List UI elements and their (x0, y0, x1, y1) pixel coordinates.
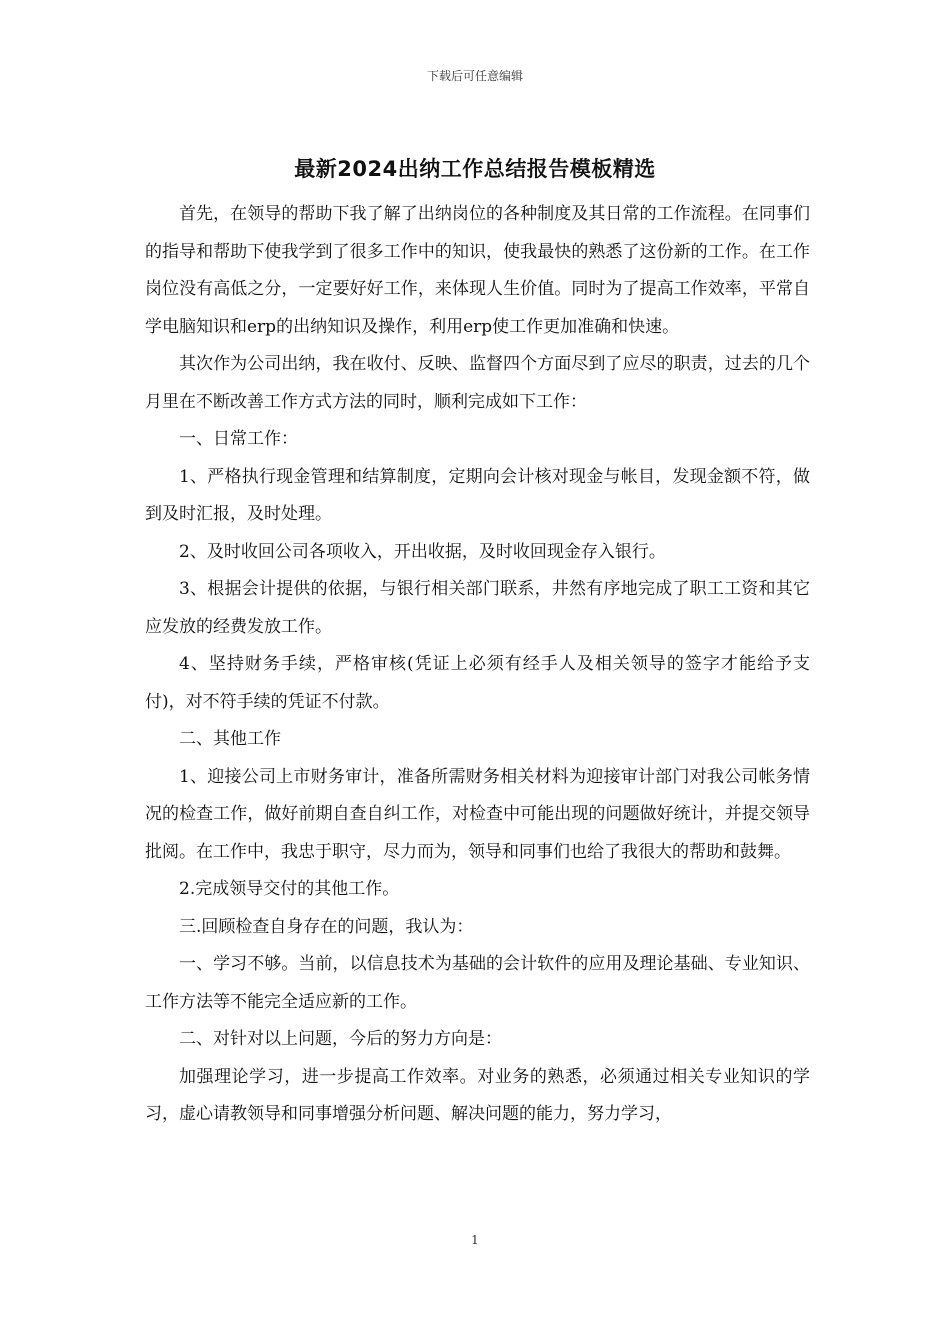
paragraph: 其次作为公司出纳，我在收付、反映、监督四个方面尽到了应尽的职责，过去的几个月里在不断改善工作方式方法的同时，顺利完成如下工作： (145, 354, 810, 412)
paragraph: 1、严格执行现金管理和结算制度，定期向会计核对现金与帐目，发现金额不符，做到及时汇报，及时处理。 (145, 466, 810, 524)
section-heading: 一、日常工作： (179, 429, 298, 449)
document-body (145, 196, 810, 1134)
page-number: 1 (471, 1233, 479, 1247)
paragraph: 2、及时收回公司各项收入，开出收据，及时收回现金存入银行。 (179, 541, 666, 562)
paragraph: 2.完成领导交付的其他工作。 (179, 879, 400, 899)
section-heading: 二、对针对以上问题，今后的努力方向是： (179, 1029, 502, 1049)
paragraph: 加强理论学习，进一步提高工作效率。对业务的熟悉，必须通过相关专业知识的学习，虚心请教领导和同事增强分析问题、解决问题的能力，努力学习， (145, 1066, 810, 1124)
paragraph: 1、迎接公司上市财务审计，准备所需财务相关材料为迎接审计部门对我公司帐务情况的检查工作，做好前期自查自纠工作，对检查中可能出现的问题做好统计，并提交领导批阅。在工作中，我忠于职守，尽力而为，领导和同事们也给了我很大的帮助和鼓舞。 (145, 766, 810, 862)
section-heading: 二、其他工作 (179, 729, 281, 749)
document-title: 最新2024出纳工作总结报告模板精选 (294, 157, 656, 181)
paragraph: 3、根据会计提供的依据，与银行相关部门联系，井然有序地完成了职工工资和其它应发放的经费发放工作。 (145, 579, 810, 637)
section-heading: 三.回顾检查自身存在的问题，我认为： (179, 916, 474, 937)
download-note: 下载后可任意编辑 (426, 69, 523, 83)
paragraph: 首先，在领导的帮助下我了解了出纳岗位的各种制度及其日常的工作流程。在同事们的指导和帮助下使我学到了很多工作中的知识，使我最快的熟悉了这份新的工作。在工作岗位没有高低之分，一定要好好工作，来体现人生价值。同时为了提高工作效率，平常自学电脑知识和erp的出纳知识及操作，利用erp使工作更加准确和快速。 (145, 204, 810, 337)
paragraph: 4、坚持财务手续，严格审核(凭证上必须有经手人及相关领导的签字才能给予支付)，对不符手续的凭证不付款。 (145, 654, 810, 712)
paragraph: 一、学习不够。当前，以信息技术为基础的会计软件的应用及理论基础、专业知识、工作方法等不能完全适应新的工作。 (145, 954, 810, 1012)
